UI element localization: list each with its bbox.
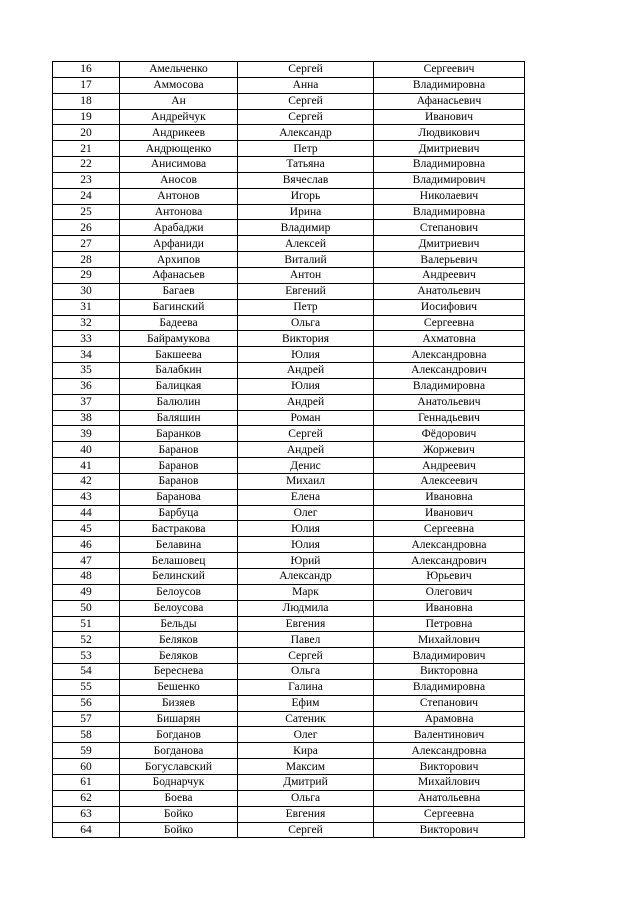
patronymic-cell: Владимирович xyxy=(374,172,525,188)
table-row xyxy=(53,378,525,394)
table-row xyxy=(53,648,525,664)
last-name-cell: Антонов xyxy=(120,188,238,204)
last-name-cell: Бешенко xyxy=(120,679,238,695)
last-name-cell: Беляков xyxy=(120,632,238,648)
table-row xyxy=(53,537,525,553)
table-row xyxy=(53,442,525,458)
last-name-cell: Береснева xyxy=(120,664,238,680)
patronymic-cell: Валентинович xyxy=(374,727,525,743)
row-number-cell: 57 xyxy=(53,711,120,727)
row-number-cell: 36 xyxy=(53,378,120,394)
patronymic-cell: Сергеевна xyxy=(374,806,525,822)
last-name-cell: Антонова xyxy=(120,204,238,220)
last-name-cell: Бадеева xyxy=(120,315,238,331)
table-row xyxy=(53,93,525,109)
row-number-cell: 21 xyxy=(53,141,120,157)
row-number-cell: 37 xyxy=(53,394,120,410)
row-number-cell: 39 xyxy=(53,426,120,442)
first-name-cell: Андрей xyxy=(238,363,374,379)
row-number-cell: 34 xyxy=(53,347,120,363)
patronymic-cell: Афанасьевич xyxy=(374,93,525,109)
patronymic-cell: Владимирович xyxy=(374,648,525,664)
row-number-cell: 23 xyxy=(53,172,120,188)
patronymic-cell: Александровна xyxy=(374,347,525,363)
first-name-cell: Татьяна xyxy=(238,157,374,173)
row-number-cell: 59 xyxy=(53,743,120,759)
table-row xyxy=(53,236,525,252)
table-row xyxy=(53,632,525,648)
first-name-cell: Евгения xyxy=(238,616,374,632)
last-name-cell: Богуславский xyxy=(120,759,238,775)
table-row xyxy=(53,569,525,585)
first-name-cell: Максим xyxy=(238,759,374,775)
table-row xyxy=(53,125,525,141)
last-name-cell: Белавина xyxy=(120,537,238,553)
patronymic-cell: Алексеевич xyxy=(374,473,525,489)
row-number-cell: 46 xyxy=(53,537,120,553)
patronymic-cell: Николаевич xyxy=(374,188,525,204)
patronymic-cell: Анатольевна xyxy=(374,790,525,806)
last-name-cell: Баранов xyxy=(120,458,238,474)
table-row xyxy=(53,695,525,711)
table-row xyxy=(53,584,525,600)
last-name-cell: Бельды xyxy=(120,616,238,632)
last-name-cell: Арабаджи xyxy=(120,220,238,236)
row-number-cell: 58 xyxy=(53,727,120,743)
last-name-cell: Аммосова xyxy=(120,77,238,93)
row-number-cell: 45 xyxy=(53,521,120,537)
first-name-cell: Галина xyxy=(238,679,374,695)
table-row xyxy=(53,711,525,727)
patronymic-cell: Сергеевна xyxy=(374,521,525,537)
table-row xyxy=(53,664,525,680)
patronymic-cell: Александровна xyxy=(374,537,525,553)
table-row xyxy=(53,315,525,331)
row-number-cell: 29 xyxy=(53,267,120,283)
last-name-cell: Богданова xyxy=(120,743,238,759)
last-name-cell: Амельченко xyxy=(120,62,238,78)
patronymic-cell: Ахматовна xyxy=(374,331,525,347)
row-number-cell: 53 xyxy=(53,648,120,664)
last-name-cell: Боева xyxy=(120,790,238,806)
table-row xyxy=(53,283,525,299)
row-number-cell: 49 xyxy=(53,584,120,600)
patronymic-cell: Олегович xyxy=(374,584,525,600)
row-number-cell: 35 xyxy=(53,363,120,379)
first-name-cell: Дмитрий xyxy=(238,774,374,790)
table-row xyxy=(53,62,525,78)
last-name-cell: Андрейчук xyxy=(120,109,238,125)
patronymic-cell: Сергеевич xyxy=(374,62,525,78)
name-list-body xyxy=(53,62,525,838)
patronymic-cell: Анатольевич xyxy=(374,283,525,299)
first-name-cell: Петр xyxy=(238,299,374,315)
last-name-cell: Афанасьев xyxy=(120,267,238,283)
row-number-cell: 52 xyxy=(53,632,120,648)
first-name-cell: Сергей xyxy=(238,426,374,442)
patronymic-cell: Ивановна xyxy=(374,600,525,616)
patronymic-cell: Юрьевич xyxy=(374,569,525,585)
row-number-cell: 19 xyxy=(53,109,120,125)
row-number-cell: 16 xyxy=(53,62,120,78)
first-name-cell: Кира xyxy=(238,743,374,759)
row-number-cell: 32 xyxy=(53,315,120,331)
first-name-cell: Юлия xyxy=(238,347,374,363)
first-name-cell: Сергей xyxy=(238,109,374,125)
patronymic-cell: Александровна xyxy=(374,743,525,759)
table-row xyxy=(53,426,525,442)
table-row xyxy=(53,521,525,537)
patronymic-cell: Степанович xyxy=(374,220,525,236)
table-row xyxy=(53,188,525,204)
last-name-cell: Баранков xyxy=(120,426,238,442)
table-row xyxy=(53,363,525,379)
patronymic-cell: Сергеевна xyxy=(374,315,525,331)
table-row xyxy=(53,109,525,125)
row-number-cell: 26 xyxy=(53,220,120,236)
patronymic-cell: Валерьевич xyxy=(374,252,525,268)
first-name-cell: Ирина xyxy=(238,204,374,220)
first-name-cell: Юрий xyxy=(238,553,374,569)
row-number-cell: 40 xyxy=(53,442,120,458)
table-row xyxy=(53,679,525,695)
row-number-cell: 48 xyxy=(53,569,120,585)
patronymic-cell: Жоржевич xyxy=(374,442,525,458)
first-name-cell: Евгений xyxy=(238,283,374,299)
first-name-cell: Павел xyxy=(238,632,374,648)
first-name-cell: Сергей xyxy=(238,62,374,78)
name-list-table xyxy=(52,61,525,838)
last-name-cell: Баранова xyxy=(120,489,238,505)
last-name-cell: Богданов xyxy=(120,727,238,743)
first-name-cell: Юлия xyxy=(238,537,374,553)
table-row xyxy=(53,600,525,616)
table-row xyxy=(53,458,525,474)
last-name-cell: Ан xyxy=(120,93,238,109)
row-number-cell: 17 xyxy=(53,77,120,93)
last-name-cell: Балюлин xyxy=(120,394,238,410)
table-row xyxy=(53,331,525,347)
first-name-cell: Ольга xyxy=(238,790,374,806)
last-name-cell: Барбуца xyxy=(120,505,238,521)
first-name-cell: Петр xyxy=(238,141,374,157)
table-row xyxy=(53,774,525,790)
first-name-cell: Александр xyxy=(238,569,374,585)
last-name-cell: Боднарчук xyxy=(120,774,238,790)
first-name-cell: Андрей xyxy=(238,394,374,410)
patronymic-cell: Андреевич xyxy=(374,458,525,474)
patronymic-cell: Викторович xyxy=(374,759,525,775)
table-row xyxy=(53,204,525,220)
row-number-cell: 33 xyxy=(53,331,120,347)
row-number-cell: 24 xyxy=(53,188,120,204)
row-number-cell: 60 xyxy=(53,759,120,775)
table-row xyxy=(53,553,525,569)
last-name-cell: Белинский xyxy=(120,569,238,585)
last-name-cell: Бизяев xyxy=(120,695,238,711)
patronymic-cell: Степанович xyxy=(374,695,525,711)
patronymic-cell: Дмитриевич xyxy=(374,236,525,252)
table-row xyxy=(53,505,525,521)
first-name-cell: Михаил xyxy=(238,473,374,489)
first-name-cell: Юлия xyxy=(238,521,374,537)
first-name-cell: Евгения xyxy=(238,806,374,822)
row-number-cell: 61 xyxy=(53,774,120,790)
table-row xyxy=(53,347,525,363)
table-row xyxy=(53,759,525,775)
row-number-cell: 20 xyxy=(53,125,120,141)
last-name-cell: Аносов xyxy=(120,172,238,188)
first-name-cell: Андрей xyxy=(238,442,374,458)
first-name-cell: Сергей xyxy=(238,648,374,664)
last-name-cell: Белоусов xyxy=(120,584,238,600)
first-name-cell: Людмила xyxy=(238,600,374,616)
patronymic-cell: Владимировна xyxy=(374,77,525,93)
row-number-cell: 62 xyxy=(53,790,120,806)
last-name-cell: Анисимова xyxy=(120,157,238,173)
last-name-cell: Бишарян xyxy=(120,711,238,727)
patronymic-cell: Андреевич xyxy=(374,267,525,283)
table-row xyxy=(53,141,525,157)
first-name-cell: Вячеслав xyxy=(238,172,374,188)
patronymic-cell: Арамовна xyxy=(374,711,525,727)
patronymic-cell: Людвикович xyxy=(374,125,525,141)
last-name-cell: Белоусова xyxy=(120,600,238,616)
first-name-cell: Елена xyxy=(238,489,374,505)
table-row xyxy=(53,172,525,188)
patronymic-cell: Иванович xyxy=(374,505,525,521)
table-row xyxy=(53,616,525,632)
first-name-cell: Юлия xyxy=(238,378,374,394)
table-row xyxy=(53,790,525,806)
last-name-cell: Балабкин xyxy=(120,363,238,379)
first-name-cell: Владимир xyxy=(238,220,374,236)
row-number-cell: 38 xyxy=(53,410,120,426)
first-name-cell: Александр xyxy=(238,125,374,141)
row-number-cell: 42 xyxy=(53,473,120,489)
row-number-cell: 47 xyxy=(53,553,120,569)
last-name-cell: Багаев xyxy=(120,283,238,299)
first-name-cell: Виталий xyxy=(238,252,374,268)
last-name-cell: Багинский xyxy=(120,299,238,315)
first-name-cell: Сергей xyxy=(238,93,374,109)
table-row xyxy=(53,727,525,743)
table-row xyxy=(53,220,525,236)
first-name-cell: Виктория xyxy=(238,331,374,347)
patronymic-cell: Владимировна xyxy=(374,157,525,173)
patronymic-cell: Викторович xyxy=(374,822,525,838)
row-number-cell: 30 xyxy=(53,283,120,299)
first-name-cell: Антон xyxy=(238,267,374,283)
row-number-cell: 56 xyxy=(53,695,120,711)
first-name-cell: Игорь xyxy=(238,188,374,204)
first-name-cell: Анна xyxy=(238,77,374,93)
last-name-cell: Бойко xyxy=(120,806,238,822)
patronymic-cell: Фёдорович xyxy=(374,426,525,442)
row-number-cell: 28 xyxy=(53,252,120,268)
row-number-cell: 64 xyxy=(53,822,120,838)
row-number-cell: 55 xyxy=(53,679,120,695)
table-row xyxy=(53,806,525,822)
row-number-cell: 50 xyxy=(53,600,120,616)
last-name-cell: Баранов xyxy=(120,473,238,489)
last-name-cell: Беляков xyxy=(120,648,238,664)
last-name-cell: Арфаниди xyxy=(120,236,238,252)
last-name-cell: Андрикеев xyxy=(120,125,238,141)
table-row xyxy=(53,410,525,426)
first-name-cell: Денис xyxy=(238,458,374,474)
patronymic-cell: Владимировна xyxy=(374,378,525,394)
table-row xyxy=(53,77,525,93)
patronymic-cell: Ивановна xyxy=(374,489,525,505)
patronymic-cell: Владимировна xyxy=(374,204,525,220)
last-name-cell: Баранов xyxy=(120,442,238,458)
row-number-cell: 44 xyxy=(53,505,120,521)
table-row xyxy=(53,489,525,505)
last-name-cell: Байрамукова xyxy=(120,331,238,347)
row-number-cell: 22 xyxy=(53,157,120,173)
row-number-cell: 43 xyxy=(53,489,120,505)
row-number-cell: 41 xyxy=(53,458,120,474)
row-number-cell: 54 xyxy=(53,664,120,680)
first-name-cell: Олег xyxy=(238,505,374,521)
patronymic-cell: Михайлович xyxy=(374,632,525,648)
patronymic-cell: Владимировна xyxy=(374,679,525,695)
first-name-cell: Марк xyxy=(238,584,374,600)
row-number-cell: 27 xyxy=(53,236,120,252)
patronymic-cell: Петровна xyxy=(374,616,525,632)
last-name-cell: Баляшин xyxy=(120,410,238,426)
table-row xyxy=(53,299,525,315)
first-name-cell: Ольга xyxy=(238,664,374,680)
last-name-cell: Архипов xyxy=(120,252,238,268)
row-number-cell: 25 xyxy=(53,204,120,220)
patronymic-cell: Викторовна xyxy=(374,664,525,680)
patronymic-cell: Анатольевич xyxy=(374,394,525,410)
first-name-cell: Ефим xyxy=(238,695,374,711)
patronymic-cell: Александрович xyxy=(374,363,525,379)
first-name-cell: Роман xyxy=(238,410,374,426)
row-number-cell: 31 xyxy=(53,299,120,315)
patronymic-cell: Иванович xyxy=(374,109,525,125)
patronymic-cell: Геннадьевич xyxy=(374,410,525,426)
first-name-cell: Алексей xyxy=(238,236,374,252)
table-row xyxy=(53,252,525,268)
table-row xyxy=(53,822,525,838)
row-number-cell: 51 xyxy=(53,616,120,632)
row-number-cell: 18 xyxy=(53,93,120,109)
last-name-cell: Андрющенко xyxy=(120,141,238,157)
table-row xyxy=(53,157,525,173)
first-name-cell: Ольга xyxy=(238,315,374,331)
patronymic-cell: Александрович xyxy=(374,553,525,569)
first-name-cell: Олег xyxy=(238,727,374,743)
last-name-cell: Бойко xyxy=(120,822,238,838)
table-row xyxy=(53,743,525,759)
last-name-cell: Балицкая xyxy=(120,378,238,394)
patronymic-cell: Иосифович xyxy=(374,299,525,315)
table-row xyxy=(53,473,525,489)
patronymic-cell: Дмитриевич xyxy=(374,141,525,157)
patronymic-cell: Михайлович xyxy=(374,774,525,790)
first-name-cell: Сергей xyxy=(238,822,374,838)
first-name-cell: Сатеник xyxy=(238,711,374,727)
row-number-cell: 63 xyxy=(53,806,120,822)
last-name-cell: Бакшеева xyxy=(120,347,238,363)
table-row xyxy=(53,267,525,283)
table-row xyxy=(53,394,525,410)
last-name-cell: Бастракова xyxy=(120,521,238,537)
last-name-cell: Белашовец xyxy=(120,553,238,569)
